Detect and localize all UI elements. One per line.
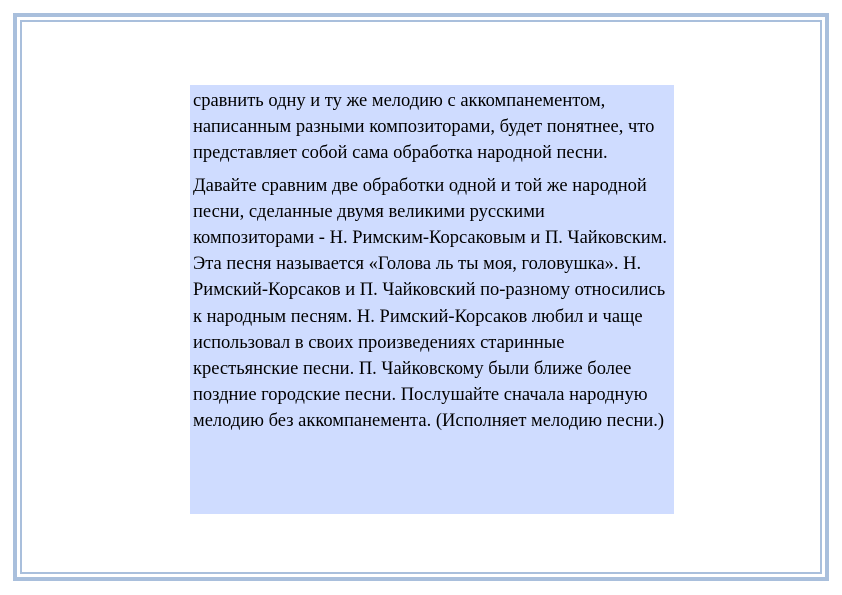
paragraph-1: сравнить одну и ту же мелодию с аккомпанементом, написанным разными композиторами, будет понятнее, что представляет собой сама обработка народной песни. (193, 91, 655, 164)
text-box (190, 85, 674, 514)
paragraph-2: Давайте сравним две обработки одной и той же народной песни, сделанные двумя великими русскими композиторами - Н. Римским-Корсаковым и П. Чайковским. Эта песня называется «Голова ль ты моя, головушка». Н. Римский-Корсаков и П. Чайковский по-разному относились к народным песням. Н. Римский-Корсаков любил и чаще использовал в своих произведениях старинные крестьянские песни. П. Чайковскому были ближе более поздние городские песни. Послушайте сначала народную мелодию без аккомпанемента. (Исполняет мелодию песни.) (193, 175, 668, 432)
